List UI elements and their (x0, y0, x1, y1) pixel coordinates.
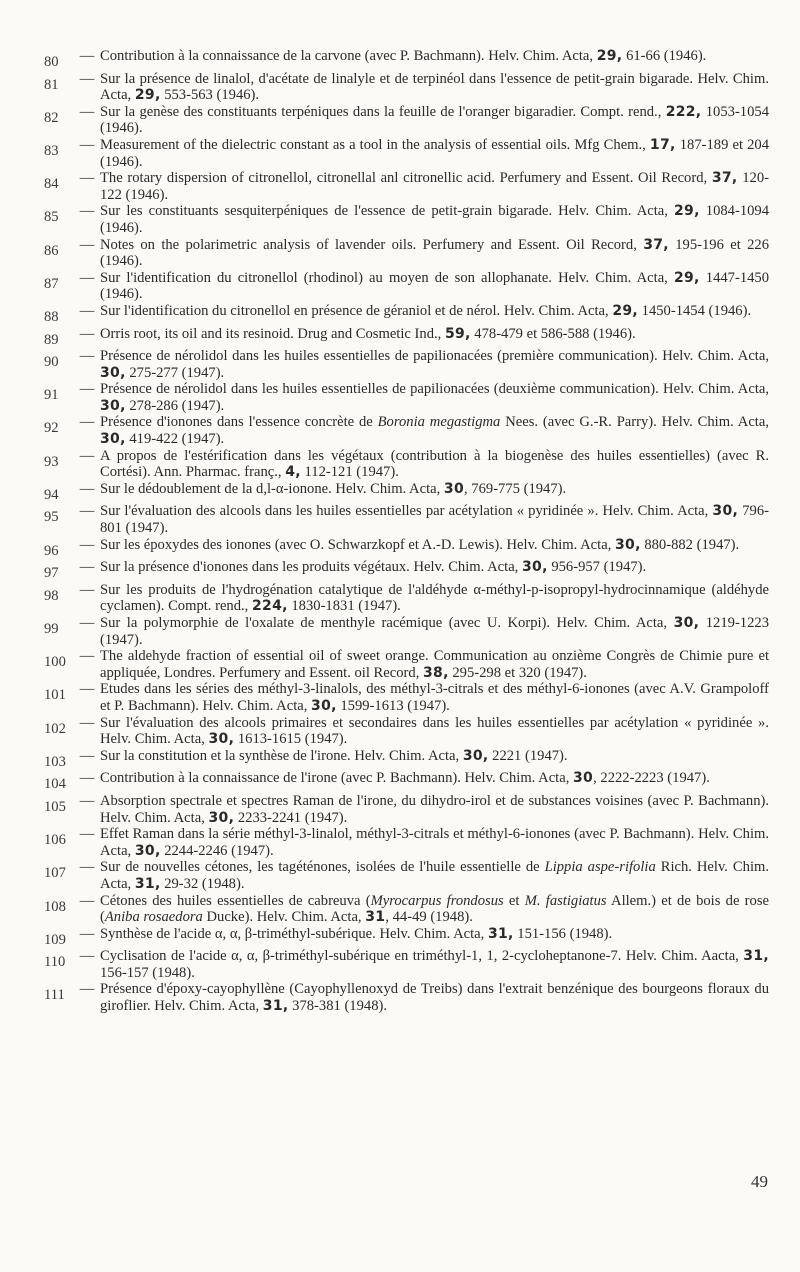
volume-number: 31, (134, 875, 161, 892)
entry-number: 83 (44, 142, 59, 159)
volume-number: 30, (100, 364, 126, 381)
volume-number: 31, (743, 948, 769, 965)
entry-text (100, 582, 769, 615)
entry-dash: — (79, 615, 95, 631)
entry-text-segment: Measurement of the dielectric constant as a tool in the analysis of essential oils. Mfg Chem., (100, 136, 650, 153)
entry-text (100, 137, 769, 170)
entry-text-segment: Orris root, its oil and its resinoid. Drug and Cosmetic Ind., (100, 325, 445, 342)
volume-number: 30, (614, 536, 641, 553)
entry-number: 109 (44, 931, 66, 948)
bibliography-entry (44, 770, 769, 793)
entry-number: 104 (44, 776, 66, 793)
entry-dash: — (79, 236, 95, 253)
entry-number: 102 (44, 720, 66, 737)
entry-text-segment: Nees. (avec G.-R. Parry). Helv. Chim. Acta, (500, 414, 769, 431)
volume-number: 30, (100, 431, 126, 448)
entry-text-segment: 2233-2241 (1947). (234, 809, 348, 826)
species-name: Boronia megastigma (377, 414, 501, 431)
bibliography-entry (44, 926, 769, 949)
entry-text-segment: A propos de l'estérification dans les végétaux (contribution à la biogenèse des huiles essentielles) (avec R. Cortési). Ann. Pharmac. franç., (100, 447, 769, 481)
entry-text-segment: et (503, 892, 525, 909)
entry-dash: — (79, 681, 95, 698)
volume-number: 30, (134, 842, 161, 859)
entry-text (100, 770, 769, 787)
entry-text-segment: Sur l'identification du citronellol (rhodinol) au moyen de son allophanate. Helv. Chim. Acta, (100, 269, 674, 286)
volume-number: 30, (712, 503, 739, 520)
entry-number: 111 (44, 987, 65, 1004)
entry-dash: — (79, 648, 95, 665)
entry-text-segment: 1450-1454 (1946). (638, 302, 752, 319)
entry-text (100, 859, 769, 892)
entry-dash: — (79, 892, 95, 909)
entry-text-segment: Synthèse de l'acide α, α, β-triméthyl-subérique. Helv. Chim. Acta, (100, 925, 488, 942)
bibliography-entry (44, 981, 769, 1014)
volume-number: 30, (208, 731, 235, 748)
entry-dash: — (79, 747, 95, 764)
entry-text-segment: Sur la constitution et la synthèse de l'irone. Helv. Chim. Acta, (100, 747, 463, 764)
bibliography-entry (44, 303, 769, 326)
entry-text (100, 170, 769, 203)
volume-number: 29, (134, 87, 161, 104)
bibliography-entry (44, 481, 769, 504)
bibliography-list (44, 48, 769, 1015)
entry-text (100, 893, 769, 926)
entry-text-segment: Rich. Helv. Chim. Acta, (100, 859, 770, 892)
entry-dash: — (79, 170, 95, 187)
bibliography-entry (44, 237, 769, 270)
entry-number: 82 (44, 109, 59, 126)
entry-text-segment: Présence de nérolidol dans les huiles essentielles de papilionacées (première communication). Helv. Chim. Acta, (100, 348, 769, 365)
entry-text-segment: 1084-1094 (1946). (100, 203, 770, 236)
entry-text-segment: 553-563 (1946). (160, 87, 260, 104)
entry-text (100, 203, 769, 236)
entry-number: 89 (44, 331, 59, 348)
bibliography-entry (44, 582, 769, 615)
entry-text (100, 481, 769, 498)
bibliography-entry (44, 559, 769, 582)
bibliography-entry (44, 893, 769, 926)
entry-text-segment: Sur les constituants sesquiterpéniques de l'essence de petit-grain bigarade. Helv. Chim. Acta, (100, 203, 674, 220)
entry-text-segment: Ducke). Helv. Chim. Acta, (202, 909, 366, 926)
entry-number: 95 (44, 509, 59, 526)
entry-text (100, 414, 769, 447)
entry-text-segment: 1599-1613 (1947). (336, 697, 450, 714)
bibliography-entry (44, 948, 769, 981)
entry-text (100, 270, 769, 303)
bibliography-entry (44, 48, 769, 71)
entry-dash: — (79, 48, 95, 64)
entry-dash: — (79, 948, 95, 965)
entry-text (100, 104, 769, 137)
entry-dash: — (79, 136, 95, 153)
entry-text-segment: Sur l'évaluation des alcools primaires et secondaires dans les huiles essentielles par acétylation « pyridinée ». Helv. Chim. Acta, (100, 714, 769, 748)
bibliography-entry (44, 170, 769, 203)
volume-number: 30, (311, 697, 337, 714)
entry-dash: — (79, 325, 95, 342)
entry-dash: — (79, 859, 95, 876)
entry-text-segment: 151-156 (1948). (513, 925, 613, 942)
volume-number: 224, (251, 598, 288, 615)
volume-number: 30, (673, 615, 700, 631)
bibliography-entry (44, 826, 769, 859)
entry-number: 80 (44, 54, 59, 70)
entry-text-segment: , 2222-2223 (1947). (593, 770, 710, 787)
bibliography-entry (44, 270, 769, 303)
bibliography-entry (44, 648, 769, 681)
entry-number: 98 (44, 587, 59, 604)
entry-text (100, 503, 769, 536)
volume-number: 37, (643, 236, 669, 253)
entry-text-segment: Sur la présence d'ionones dans les produits végétaux. Helv. Chim. Acta, (100, 559, 522, 576)
entry-dash: — (79, 70, 95, 87)
entry-number: 93 (44, 453, 59, 470)
entry-text-segment: Absorption spectrale et spectres Raman de l'irone, du dihydro-irol et de substances voisines (avec P. Bachmann). Helv. Chim. Acta, (100, 792, 769, 826)
entry-dash: — (79, 981, 95, 998)
entry-text-segment: Sur les produits de l'hydrogénation catalytique de l'aldéhyde α-méthyl-p-isopropyl-hydrocinnamique (aldéhyde cyclamen). Compt. rend., (100, 581, 769, 615)
entry-number: 88 (44, 308, 59, 325)
entry-text (100, 348, 769, 381)
entry-text (100, 748, 769, 765)
entry-text-segment: Cyclisation de l'acide α, α, β-triméthyl-subérique en triméthyl-1, 1, 2-cycloheptanone-7. Helv. Chim. Aacta, (100, 948, 744, 965)
entry-text-segment: 1219-1223 (1947). (100, 615, 769, 648)
volume-number: 31, (487, 925, 514, 942)
bibliography-entry (44, 793, 769, 826)
entry-dash: — (79, 536, 95, 553)
entry-dash: — (79, 503, 95, 520)
entry-text-segment: The rotary dispersion of citronellol, citronellal anl citronellic acid. Perfumery and Essent. Oil Record, (100, 170, 712, 187)
bibliography-entry (44, 503, 769, 536)
entry-number: 84 (44, 176, 59, 193)
entry-text-segment: Sur les époxydes des ionones (avec O. Schwarzkopf et A.-D. Lewis). Helv. Chim. Acta, (100, 536, 615, 553)
entry-text-segment: Etudes dans les séries des méthyl-3-linalols, des méthyl-3-citrals et des méthyl-6-ionones (avec A.V. Grampoloff et P. Bachmann). Helv. Chim. Acta, (100, 681, 769, 714)
entry-text (100, 537, 769, 554)
entry-dash: — (79, 480, 95, 497)
entry-text-segment: , 44-49 (1948). (385, 909, 473, 926)
species-name: Lippia aspe-rifolia (544, 859, 656, 876)
entry-number: 100 (44, 654, 66, 671)
bibliography-entry (44, 137, 769, 170)
page-number: 49 (751, 1172, 768, 1191)
entry-text-segment: 156-157 (1948). (100, 964, 195, 981)
entry-text (100, 326, 769, 343)
entry-text (100, 448, 769, 481)
entry-text-segment: 120-122 (1946). (100, 170, 769, 203)
bibliography-entry (44, 326, 769, 349)
entry-number: 108 (44, 898, 66, 915)
entry-number: 92 (44, 420, 59, 437)
entry-dash: — (79, 770, 95, 787)
entry-text (100, 715, 769, 748)
volume-number: 17, (649, 136, 676, 153)
bibliography-entry (44, 681, 769, 714)
entry-text-segment: 2244-2246 (1947). (160, 842, 274, 859)
entry-text-segment: 61-66 (1946). (622, 48, 707, 64)
entry-text-segment: 187-189 et 204 (1946). (100, 136, 769, 170)
volume-number: 30, (521, 559, 548, 576)
entry-text-segment: Sur la polymorphie de l'oxalate de menthyle racémique (avec U. Korpi). Helv. Chim. Acta, (100, 615, 674, 631)
entry-number: 105 (44, 798, 66, 815)
entry-text (100, 559, 769, 576)
entry-text-segment: 956-957 (1947). (547, 559, 647, 576)
bibliography-entry (44, 448, 769, 481)
entry-text-segment: Contribution à la connaissance de la carvone (avec P. Bachmann). Helv. Chim. Acta, (100, 48, 597, 64)
entry-number: 101 (44, 687, 66, 704)
entry-number: 91 (44, 387, 59, 404)
entry-dash: — (79, 826, 95, 843)
entry-text-segment: 112-121 (1947). (300, 464, 399, 481)
entry-text-segment: Présence de nérolidol dans les huiles essentielles de papilionacées (deuxième communication). Helv. Chim. Acta, (100, 381, 769, 398)
entry-text (100, 681, 769, 714)
entry-text (100, 793, 769, 826)
entry-number: 110 (44, 954, 66, 971)
entry-number: 87 (44, 275, 59, 292)
entry-number: 81 (44, 76, 59, 93)
volume-number: 30, (100, 397, 126, 414)
entry-number: 85 (44, 209, 59, 226)
volume-number: 31 (365, 909, 386, 926)
entry-dash: — (79, 302, 95, 319)
bibliography-entry (44, 203, 769, 236)
volume-number: 59, (444, 325, 471, 342)
entry-dash: — (79, 714, 95, 731)
bibliography-entry (44, 615, 769, 648)
entry-text-segment: 796-801 (1947). (100, 503, 769, 537)
entry-text-segment: Contribution à la connaissance de l'irone (avec P. Bachmann). Helv. Chim. Acta, (100, 770, 574, 787)
volume-number: 38, (423, 664, 449, 681)
entry-dash: — (79, 203, 95, 220)
entry-dash: — (79, 559, 95, 576)
entry-text-segment: Sur de nouvelles cétones, les tagéténones, isolées de l'huile essentielle de (100, 859, 545, 876)
entry-dash: — (79, 381, 95, 398)
entry-text (100, 381, 769, 414)
entry-text (100, 648, 769, 681)
bibliography-entry (44, 71, 769, 104)
entry-text (100, 926, 769, 943)
entry-text-segment: 295-298 et 320 (1947). (448, 664, 587, 681)
entry-text (100, 71, 769, 104)
bibliography-entry (44, 715, 769, 748)
volume-number: 30 (443, 480, 464, 497)
entry-number: 97 (44, 565, 59, 582)
entry-text (100, 615, 769, 648)
bibliography-entry (44, 414, 769, 447)
entry-text (100, 48, 769, 65)
entry-text (100, 826, 769, 859)
volume-number: 37, (711, 170, 738, 187)
entry-text-segment: Présence d'ionones dans l'essence concrète de (100, 414, 378, 431)
entry-number: 107 (44, 865, 66, 882)
entry-text-segment: Notes on the polarimetric analysis of lavender oils. Perfumery and Essent. Oil Record, (100, 236, 644, 253)
entry-text-segment: Sur le dédoublement de la d,l-α-ionone. Helv. Chim. Acta, (100, 480, 444, 497)
entry-dash: — (79, 269, 95, 286)
volume-number: 30, (462, 747, 489, 764)
entry-text-segment: Cétones des huiles essentielles de cabreuva ( (100, 892, 371, 909)
entry-number: 96 (44, 542, 59, 559)
entry-text-segment: 1053-1054 (1946). (100, 103, 769, 137)
volume-number: 29, (596, 48, 623, 64)
volume-number: 29, (673, 269, 700, 286)
bibliography-entry (44, 381, 769, 414)
bibliography-entry (44, 537, 769, 560)
entry-dash: — (79, 348, 95, 365)
entry-text-segment: 378-381 (1948). (288, 998, 387, 1015)
volume-number: 31, (262, 998, 289, 1015)
entry-text (100, 303, 769, 320)
volume-number: 30, (208, 809, 235, 826)
entry-text-segment: 1830-1831 (1947). (287, 598, 401, 615)
species-name: Myrocarpus frondosus (370, 892, 504, 909)
species-name: M. fastigiatus (524, 892, 607, 909)
entry-text-segment: Sur la présence de linalol, d'acétate de linalyle et de terpinéol dans l'essence de petit-grain bigarade. Helv. Chim. Acta, (100, 70, 769, 104)
entry-text-segment: 29-32 (1948). (160, 875, 245, 892)
entry-text-segment: 1447-1450 (1946). (100, 269, 770, 303)
entry-text-segment: 278-286 (1947). (125, 397, 225, 414)
entry-number: 106 (44, 832, 66, 849)
entry-text (100, 948, 769, 981)
entry-dash: — (79, 414, 95, 431)
entry-text-segment: Sur l'évaluation des alcools dans les huiles essentielles par acétylation « pyridinée ». Helv. Chim. Acta, (100, 503, 713, 520)
entry-number: 94 (44, 486, 59, 503)
entry-dash: — (79, 792, 95, 809)
species-name: Aniba rosaedora (104, 909, 203, 926)
entry-text-segment: Allem.) et de bois de rose ( (100, 892, 769, 926)
entry-text-segment: 275-277 (1947). (125, 364, 225, 381)
entry-text-segment: The aldehyde fraction of essential oil of sweet orange. Communication au onzième Congrès de Chimie pure et appliquée, Londres. Perfumery and Essent. oil Record, (100, 648, 769, 681)
entry-text-segment: 1613-1615 (1947). (234, 731, 348, 748)
entry-text-segment: Présence d'époxy-cayophyllène (Cayophyllenoxyd de Treibs) dans l'extrait benzénique des bourgeons floraux du giroflier. Helv. Chim. Acta, (100, 981, 769, 1015)
entry-text-segment: 195-196 et 226 (1946). (100, 236, 770, 270)
bibliography-entry (44, 348, 769, 381)
entry-text-segment: Effet Raman dans la série méthyl-3-linalol, méthyl-3-citrals et méthyl-6-ionones (avec P. Bachmann). Helv. Chim. Acta, (100, 826, 769, 859)
bibliography-entry (44, 104, 769, 137)
entry-dash: — (79, 103, 95, 120)
entry-dash: — (79, 581, 95, 598)
entry-number: 99 (44, 621, 59, 637)
volume-number: 29, (612, 302, 639, 319)
volume-number: 29, (673, 203, 700, 220)
entry-text (100, 981, 769, 1014)
entry-number: 90 (44, 354, 59, 371)
entry-text (100, 237, 769, 270)
bibliography-entry (44, 859, 769, 892)
entry-text-segment: 478-479 et 586-588 (1946). (470, 325, 636, 342)
bibliography-entry (44, 748, 769, 771)
entry-number: 86 (44, 242, 59, 259)
entry-dash: — (79, 925, 95, 942)
volume-number: 222, (665, 103, 702, 120)
entry-text-segment: , 769-775 (1947). (464, 480, 567, 497)
entry-text-segment: 419-422 (1947). (125, 431, 225, 448)
entry-text-segment: Sur la genèse des constituants terpéniques dans la feuille de l'oranger bigaradier. Compt. rend., (100, 103, 666, 120)
volume-number: 4, (285, 464, 301, 481)
entry-dash: — (79, 447, 95, 464)
entry-text-segment: 880-882 (1947). (640, 536, 740, 553)
volume-number: 30 (573, 770, 594, 787)
entry-text-segment: 2221 (1947). (488, 747, 568, 764)
entry-number: 103 (44, 753, 66, 770)
entry-text-segment: Sur l'identification du citronellol en présence de géraniol et de nérol. Helv. Chim. Acta, (100, 302, 613, 319)
